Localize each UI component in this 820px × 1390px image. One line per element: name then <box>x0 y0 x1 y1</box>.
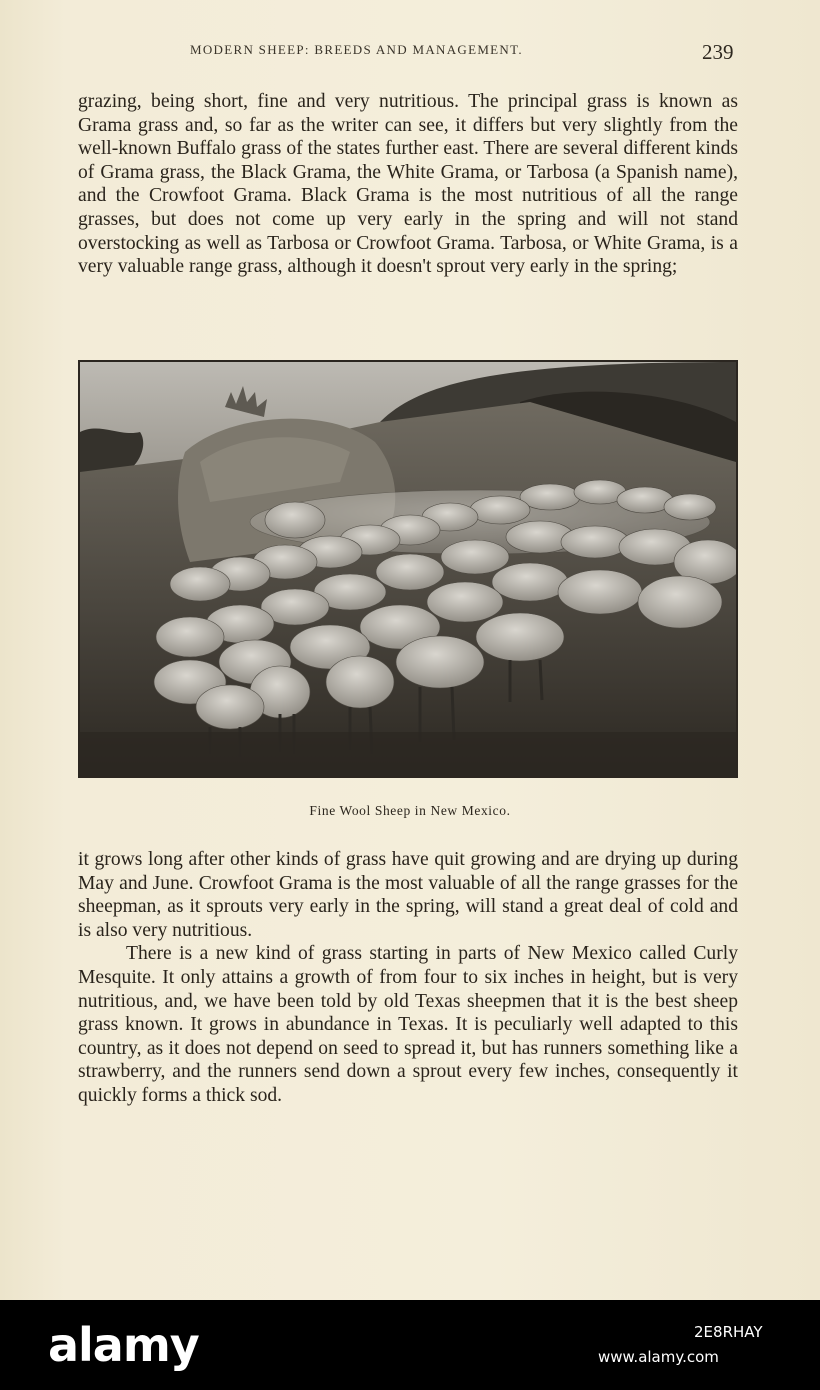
paragraph-top: grazing, being short, fine and very nutritious. The principal grass is known as Grama grass and, so far as the writer can see, it differs but very slightly from the well-known Buffalo grass of the states further east. There are several different kinds of Grama grass, the Black Grama, the White Grama, or Tarbosa (a Spanish name), and the Crowfoot Grama. Black Grama is the most nutritious of all the range grasses, but does not come up very early in the spring and will not stand overstocking as well as Tarbosa or Crowfoot Grama. Tarbosa, or White Grama, is a very valuable range grass, although it doesn't sprout very early in the spring; <box>78 91 738 278</box>
paragraph-continued: it grows long after other kinds of grass have quit growing and are drying up during May and June. Crowfoot Grama is the most valuable of all the range grasses for the sheepman, as it sprouts very early in the spring, will stand a great deal of cold and is also very nutritious. <box>78 849 738 941</box>
stock-logo: alamy <box>48 1318 199 1372</box>
body-text-top <box>78 90 738 279</box>
body-text-bottom <box>78 848 738 1108</box>
stock-url: www.alamy.com <box>598 1348 719 1366</box>
page-number: 239 <box>702 40 734 64</box>
paragraph-curly-mesquite: There is a new kind of grass starting in parts of New Mexico called Curly Mesquite. It only attains a growth of from four to six inches in height, but is very nutritious, and, we have been told by old Texas sheepmen that it is the best sheep grass known. It grows in abundance in Texas. It is peculiarly well adapted to this country, as it does not depend on seed to spread it, but has runners something like a strawberry, and the runners send down a sprout every few inches, consequently it quickly forms a thick sod. <box>78 943 738 1106</box>
running-head: MODERN SHEEP: BREEDS AND MANAGEMENT. <box>190 42 523 57</box>
sheep-photograph <box>78 360 738 778</box>
image-id: 2E8RHAY <box>694 1323 763 1341</box>
figure-caption: Fine Wool Sheep in New Mexico. <box>309 803 511 818</box>
